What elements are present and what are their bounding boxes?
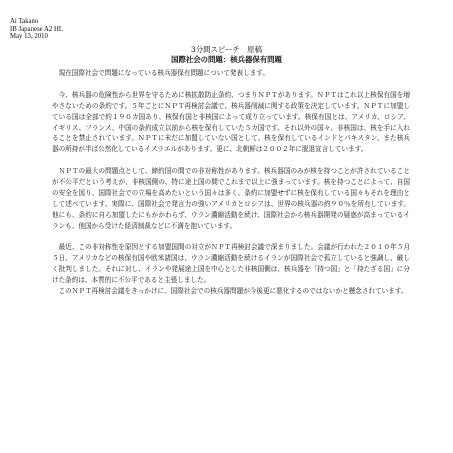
- paragraph-recent-conflict: 最近、この非対称性を原因とする加盟国間の対立がＮＰＴ再検討会議で深まりました。会議が行われた２０１０年５月５日、アメリカなどの核保有国や欧米諸国は、ウラン濃縮活動を続けるイランが国際社会で孤立していると強調し、厳しく批判しました。それに対し、イランや発展途上国を中心とした非核国側は、核兵器を「持つ国」と「持たざる国」に分けた条約は、本質的に不公平であると主張しました。: [52, 243, 410, 285]
- document-date: May 13, 2010: [10, 33, 48, 41]
- paragraph-npt-overview: 今、核兵器の危険性から世界を守るために核拡散防止条約、つまりＮＰＴがあります。ＮＰＴはこれ以上核保有国を増やさないための条約です。５年ごとにＮＰＴ再検討会議で、核兵器削減に関する政策を決定しています。ＮＰＴに加盟している国は全部で約１９０カ国あり、核保有国と非核国によって成り立っています。核保有国とは、アメリカ、ロシア、イギリス、フランス、中国の条約成立以前から核を保有していた５カ国です。それ以外の国々、非核国は、核を手に入れることを禁止されています。ＮＰＴに未だに加盟していない国として、核を保有しているインドとパキスタン、また核兵器の所持が半ば公然化しているイスラエルがあります。更に、北朝鮮は２００２年に脱退宣言しています。: [52, 90, 410, 154]
- course-name: IB Japanese A2 HL: [10, 25, 64, 33]
- document-body: [52, 68, 410, 297]
- paragraph-conclusion: このＮＰＴ再検討会議をきっかけに、国際社会での核兵器問題が今後更に悪化するのではないかと懸念されています。: [58, 287, 408, 296]
- paragraph-intro: 現在国際社会で問題になっている核兵器保有問題について発表します。: [58, 69, 269, 77]
- title-block: [0, 45, 453, 65]
- document-subtitle: 国際社会の問題：核兵器保有問題: [171, 55, 282, 64]
- author-header: [10, 18, 63, 41]
- author-name: Ai Takano: [10, 18, 39, 25]
- paragraph-asymmetry: ＮＰＴの最大の問題点として、締約国の間での非対称性があります。核兵器国のみが核を持つことが許されていることが不公平だという考えが、非核国側の、特に途上国の間でこれまで以上に強まっています。核を持つことによって、自国の安全を図り、国際社会での立場を高めたいという国々は多く、条約に加盟せずに核を保有している国々もそれを理由として述べています。実際に、国際社会で発言力の強いアメリカとロシアは、世界の核兵器の約９０％を所有しています。他にも、条約に自ら加盟したにもかかわらず、ウラン濃縮活動を続け、国際社会から核兵器開発の疑惑が高まっているイランも、他国から受けた経済制裁などに不満を抱いています。: [52, 167, 410, 230]
- document-title: 3分間スピーチ 原稿: [191, 45, 262, 54]
